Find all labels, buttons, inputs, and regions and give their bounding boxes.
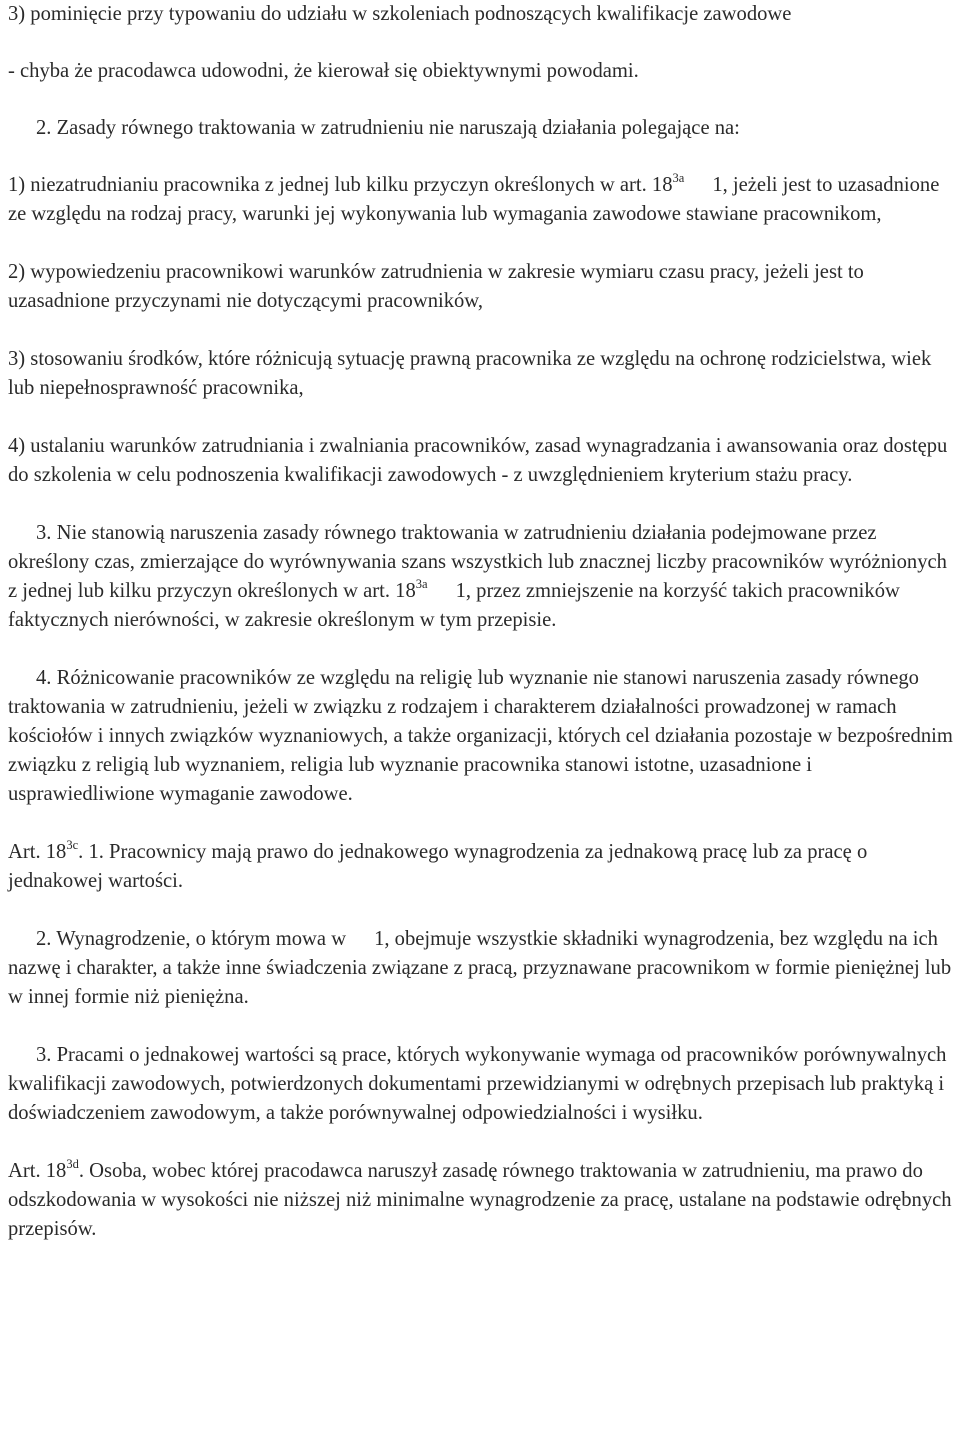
article-superscript: 3a	[415, 577, 428, 591]
clause-text: 3) pominięcie przy typowaniu do udziału w szkoleniach podnoszących kwalifikacje zawodowe	[8, 3, 792, 25]
article-heading: Art. 18	[8, 841, 67, 863]
clause-text: 1, przez zmniejszenie na korzyść takich pracowników faktycznych nierówności, w zakresie określonym w tym przepisie.	[8, 580, 900, 631]
article-18-3c-section-2	[8, 925, 958, 1012]
article-heading: Art. 18	[8, 1160, 67, 1182]
clause-text: 3) stosowaniu środków, które różnicują sytuację prawną pracownika ze względu na ochronę rodzicielstwa, wiek lub niepełnosprawność pracownika,	[8, 348, 932, 399]
clause-text: 3. Pracami o jednakowej wartości są prace, których wykonywanie wymaga od pracowników porównywalnych kwalifikacji zawodowych, potwierdzonych dokumentami przewidzianymi w odrębnych przepisach lub praktyką i doświadczeniem zawodowym, a także porównywalnej odpowiedzialności i wysiłku.	[8, 1044, 947, 1124]
article-superscript: 3d	[66, 1157, 79, 1171]
clause-text: - chyba że pracodawca udowodni, że kierował się obiektywnymi powodami.	[8, 60, 639, 82]
clause-text: 2. Zasady równego traktowania w zatrudnieniu nie naruszają działania polegające na:	[36, 117, 740, 139]
section-2-item-3	[8, 345, 958, 403]
clause-text: 4) ustalaniu warunków zatrudniania i zwalniania pracowników, zasad wynagradzania i awansowania oraz dostępu do szkolenia w celu podnoszenia kwalifikacji zawodowych - z uwzględnieniem kryterium stażu pracy.	[8, 435, 948, 486]
clause-text: 3. Nie stanowią naruszenia zasady równego traktowania w zatrudnieniu działania podejmowane przez określony czas, zmierzające do wyrównywania szans wszystkich lub znacznej liczby pracowników wyróżnionych z jednej lub kilku przyczyn określonych w art. 18	[8, 522, 947, 602]
clause-text: 2) wypowiedzeniu pracownikowi warunków zatrudnienia w zakresie wymiaru czasu pracy, jeżeli jest to uzasadnione przyczynami nie dotyczącymi pracowników,	[8, 261, 864, 312]
section-3	[8, 519, 958, 635]
clause-3-exception	[8, 0, 958, 29]
section-4	[8, 664, 958, 809]
article-superscript: 3c	[66, 838, 79, 852]
clause-text: 1, obejmuje wszystkie składniki wynagrodzenia, bez względu na ich nazwę i charakter, a także inne świadczenia związane z pracą, przyznawane pracownikom w formie pieniężnej lub w innej formie niż pieniężna.	[8, 928, 952, 1008]
section-2-intro	[8, 114, 958, 143]
clause-text: 1) niezatrudnianiu pracownika z jednej lub kilku przyczyn określonych w art. 18	[8, 174, 673, 196]
clause-text: 1, jeżeli jest to uzasadnione ze względu na rodzaj pracy, warunki jej wykonywania lub wymagania zawodowe stawiane pracownikom,	[8, 174, 940, 225]
section-2-item-2	[8, 258, 958, 316]
clause-text: . Osoba, wobec której pracodawca naruszył zasadę równego traktowania w zatrudnieniu, ma prawo do odszkodowania w wysokości nie niższej niż minimalne wynagrodzenie za pracę, ustalane na podstawie odrębnych przepisów.	[8, 1160, 952, 1240]
article-18-3d	[8, 1157, 958, 1244]
document-body	[8, 0, 958, 1244]
article-superscript: 3a	[672, 171, 685, 185]
clause-text: 4. Różnicowanie pracowników ze względu na religię lub wyznanie nie stanowi naruszenia zasady równego traktowania w zatrudnieniu, jeżeli w związku z rodzajem i charakterem działalności prowadzonej w ramach kościołów i innych związków wyznaniowych, a także organizacji, których cel działania pozostaje w bezpośrednim związku z religią lub wyznaniem, religia lub wyznanie pracownika stanowi istotne, uzasadnione i usprawiedliwione wymaganie zawodowe.	[8, 667, 953, 805]
clause-text: 2. Wynagrodzenie, o którym mowa w	[36, 928, 347, 950]
section-2-item-1	[8, 171, 958, 229]
article-18-3c-section-3	[8, 1041, 958, 1128]
article-18-3c	[8, 838, 958, 896]
section-2-item-4	[8, 432, 958, 490]
clause-text: . 1. Pracownicy mają prawo do jednakowego wynagrodzenia za jednakową pracę lub za pracę o jednakowej wartości.	[8, 841, 868, 892]
exception-tail	[8, 57, 958, 86]
